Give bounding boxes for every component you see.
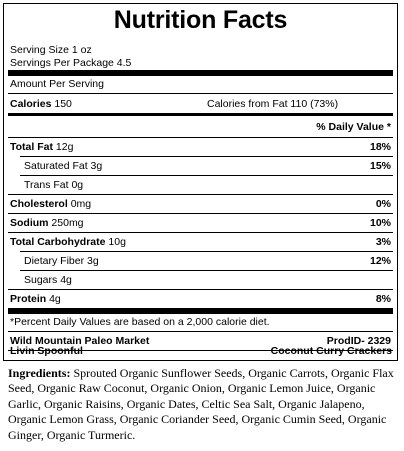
nutrient-name: Dietary Fiber — [24, 255, 85, 267]
nutrient-amount: 250mg — [51, 217, 84, 229]
brand-name: Livin Spoonful — [10, 345, 83, 357]
nutrient-amount: 0mg — [70, 198, 92, 210]
nutrient-dv: 12% — [369, 255, 391, 267]
nutrient-dv: 8% — [375, 293, 391, 305]
nutrient-dv: 15% — [369, 160, 391, 172]
divider — [8, 93, 393, 94]
divider — [8, 289, 393, 290]
divider-thick — [8, 308, 393, 314]
nutrient-amount: 4g — [60, 274, 72, 286]
calories-label: Calories — [10, 98, 52, 110]
nutrient-name: Cholesterol — [10, 198, 68, 210]
divider — [8, 137, 393, 138]
serving-size: Serving Size 1 oz — [10, 44, 92, 56]
servings-per-package: Servings Per Package 4.5 — [10, 57, 132, 69]
nutrient-row-total-fat — [10, 141, 391, 153]
nutrient-amount: 3g — [87, 255, 99, 267]
daily-value-header: % Daily Value * — [316, 121, 391, 133]
nutrient-amount: 12g — [55, 141, 74, 153]
nutrient-row-total-carbohydrate — [10, 236, 391, 248]
divider — [20, 270, 393, 271]
nutrition-facts-label — [3, 3, 398, 361]
divider-medium — [8, 113, 393, 116]
divider-thick — [8, 70, 393, 76]
nutrient-row-sugars — [24, 274, 391, 286]
label-title: Nutrition Facts — [113, 6, 288, 34]
nutrient-name: Sodium — [10, 217, 49, 229]
nutrient-row-trans-fat — [24, 179, 391, 191]
ingredients-label: Ingredients: — [8, 366, 71, 380]
nutrient-name: Total Carbohydrate — [10, 236, 106, 248]
calories-from-fat: Calories from Fat 110 (73%) — [207, 98, 339, 110]
nutrient-dv: 0% — [375, 198, 391, 210]
product-name: Coconut Curry Crackers — [270, 345, 392, 357]
divider — [8, 232, 393, 233]
product-id: ProdID- 2329 — [326, 335, 391, 347]
nutrient-dv: 3% — [375, 236, 391, 248]
nutrient-name: Protein — [10, 293, 47, 305]
nutrient-amount: 10g — [108, 236, 126, 248]
nutrient-row-saturated-fat — [24, 160, 391, 172]
nutrient-amount: 3g — [90, 160, 103, 172]
calories-value: 150 — [54, 98, 72, 110]
divider — [8, 331, 393, 332]
divider — [8, 194, 393, 195]
market-name: Wild Mountain Paleo Market — [10, 335, 150, 347]
nutrient-row-sodium — [10, 217, 391, 229]
nutrient-row-dietary-fiber — [24, 255, 391, 267]
nutrient-name: Total Fat — [10, 141, 53, 153]
daily-value-footnote: *Percent Daily Values are based on a 2,000 calorie diet. — [10, 316, 270, 328]
nutrient-name: Saturated Fat — [24, 160, 88, 172]
divider — [20, 156, 393, 157]
ingredients-section — [8, 366, 396, 443]
nutrient-amount: 0g — [71, 179, 84, 191]
nutrient-dv: 10% — [369, 217, 391, 229]
divider — [20, 175, 393, 176]
nutrient-dv: 18% — [369, 141, 391, 153]
divider — [20, 251, 393, 252]
amount-per-serving: Amount Per Serving — [10, 78, 104, 90]
nutrient-row-cholesterol — [10, 198, 391, 210]
nutrient-name: Sugars — [24, 274, 58, 286]
ingredients-text: Sprouted Organic Sunflower Seeds, Organic Carrots, Organic Flax Seed, Organic Raw Coconut, Organic Onion, Organic Lemon Juice, Organic Garlic, Organic Raisins, Organic Dates, Celtic Sea Salt, Organic Jalapeno, Organic Lemon Grass, Organic Coriander Seed, Organic Cumin Seed, Organic Ginger, Organic Turmeric. — [8, 366, 394, 442]
nutrient-name: Trans Fat — [24, 179, 69, 191]
nutrient-row-protein — [10, 293, 391, 305]
nutrient-amount: 4g — [49, 293, 61, 305]
divider — [8, 213, 393, 214]
